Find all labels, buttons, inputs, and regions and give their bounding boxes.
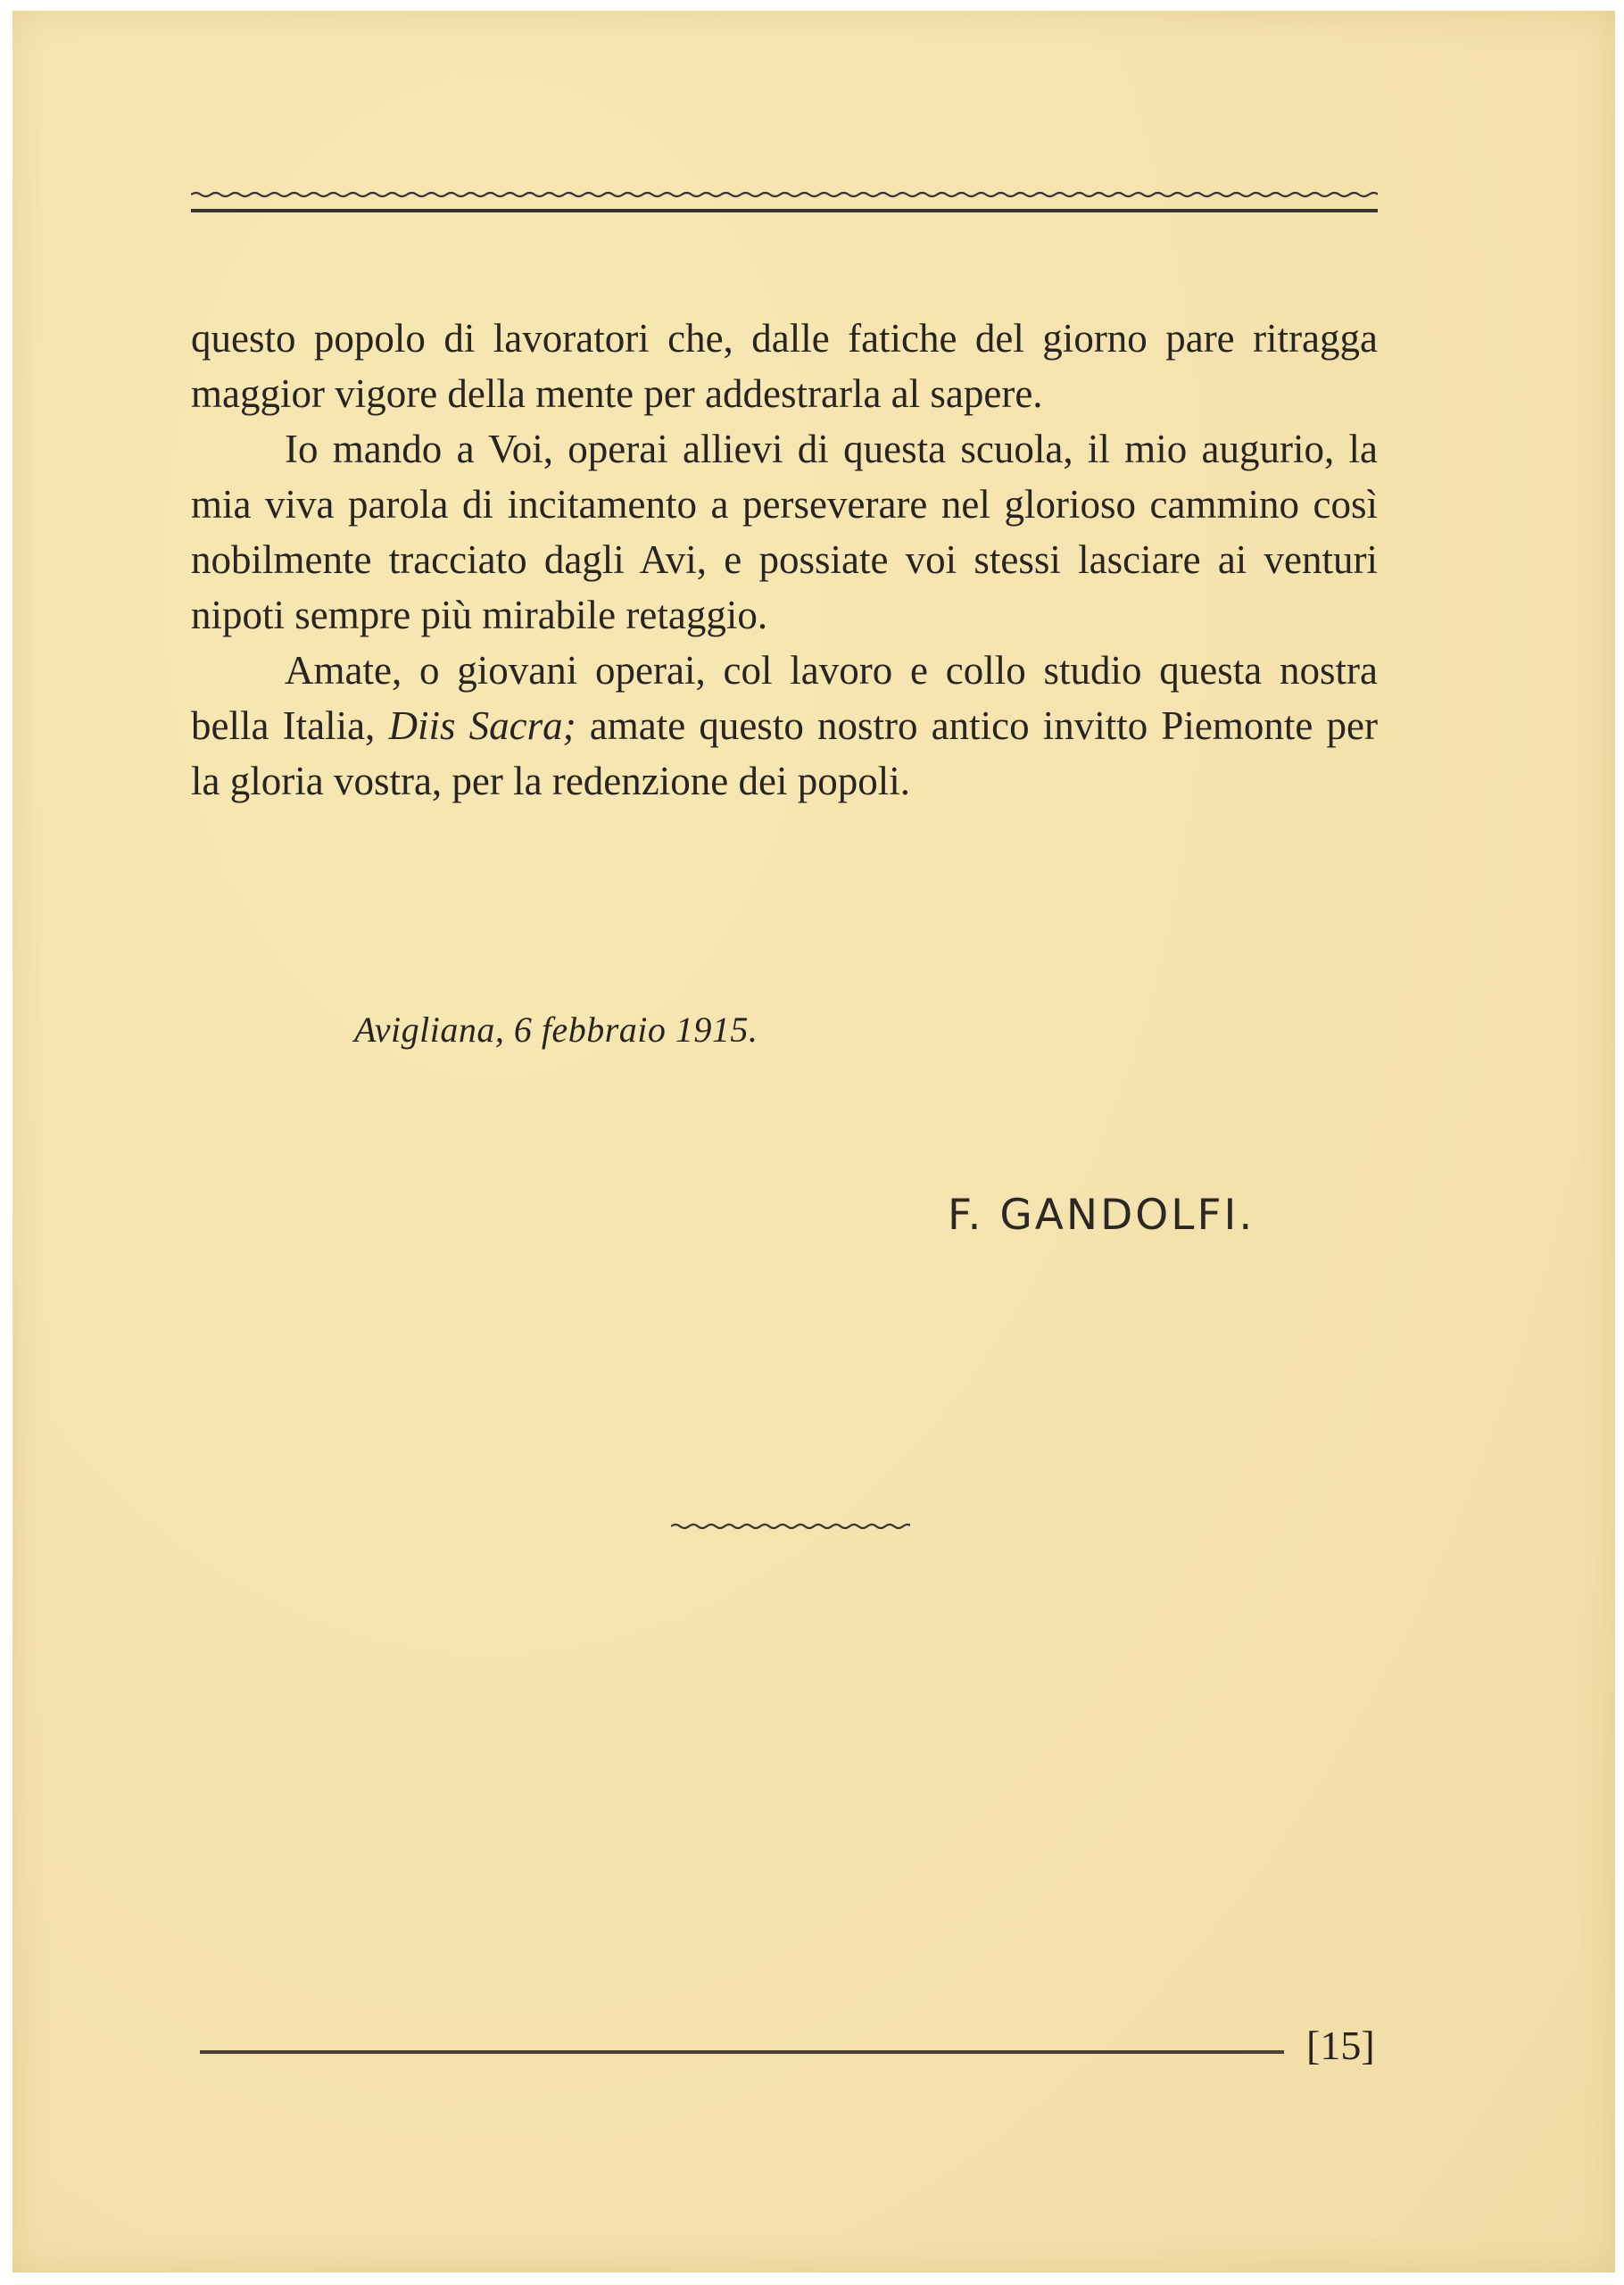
paragraph-3-text-before: Amate, o giovani operai, col lavoro e collo studio questa nostra bella Italia, — [191, 648, 1378, 748]
page — [12, 11, 1615, 2273]
paragraph-1: questo popolo di lavoratori che, dalle fatiche del giorno pare ritragga maggior vigore della mente per addestrarla al sapere. — [191, 316, 1378, 416]
footer-rule — [200, 2050, 1284, 2054]
top-wavy-rule-ornament — [191, 182, 1378, 221]
body-text — [191, 311, 1378, 809]
dateline: Avigliana, 6 febbraio 1915. — [354, 1010, 758, 1050]
paragraph-3-text-after: amate questo nostro antico invitto Piemonte per la gloria vostra, per la redenzione dei popoli. — [191, 703, 1378, 803]
signature: F. GANDOLFI. — [948, 1191, 1255, 1240]
paragraph-2: Io mando a Voi, operai allievi di questa scuola, il mio augurio, la mia viva parola di incitamento a perseverare nel glorioso cammino così nobilmente tracciato dagli Avi, e possiate voi stessi lasciare ai venturi nipoti sempre più mirabile retaggio. — [191, 427, 1378, 637]
page-number: [15] — [1306, 2023, 1375, 2068]
middle-wavy-ornament — [671, 1516, 910, 1537]
italic-diis-sacra: Diis Sacra; — [388, 703, 576, 748]
paragraph-3 — [191, 643, 1378, 809]
